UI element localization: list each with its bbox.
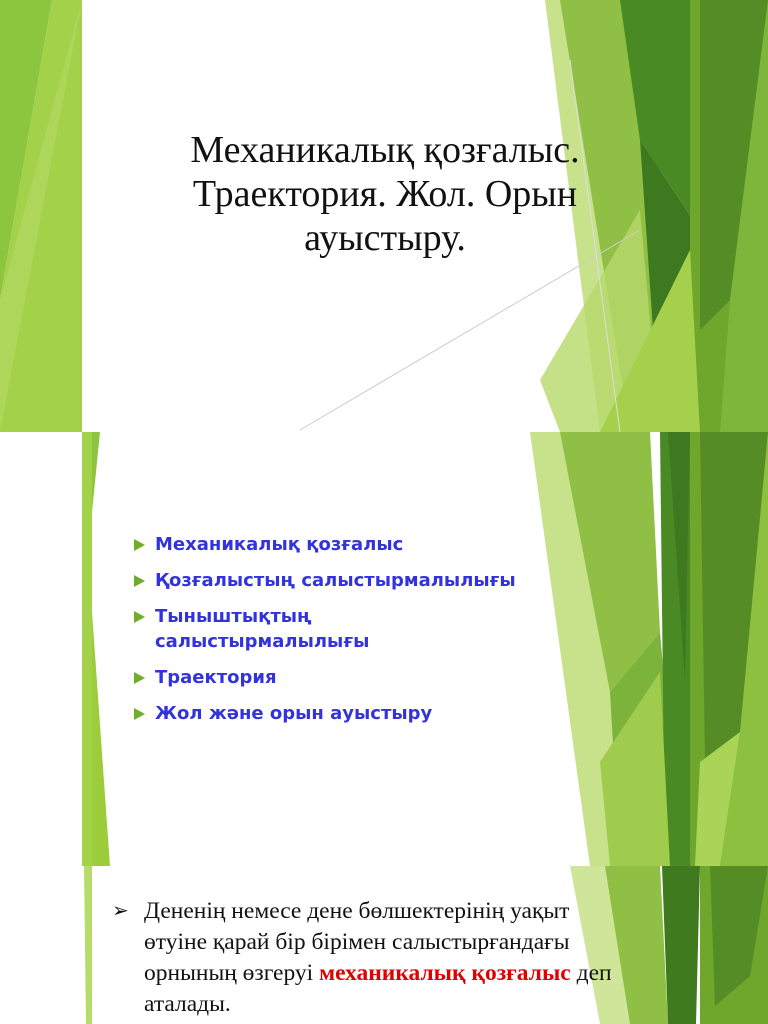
list-item-label: Тыныштықтың салыстырмалылығы	[155, 606, 370, 652]
definition-paragraph	[144, 896, 622, 1020]
list-item	[133, 604, 415, 654]
list-item-label: Механикалық қозғалыс	[155, 534, 404, 555]
list-item-label: Жол және орын ауыстыру	[155, 703, 433, 724]
triangle-arrow-icon	[134, 708, 145, 720]
list-item	[133, 701, 553, 726]
definition-highlight: механикалық қозғалыс	[319, 960, 571, 986]
list-item-label: Траектория	[155, 667, 277, 688]
list-item-label: Қозғалыстың салыстырмалылығы	[155, 570, 516, 591]
topic-list	[133, 532, 553, 737]
definition-text	[112, 896, 622, 1020]
slide-definition	[0, 866, 768, 1024]
triangle-arrow-icon	[134, 611, 145, 623]
list-item	[133, 568, 553, 593]
triangle-arrow-icon	[134, 575, 145, 587]
triangle-arrow-icon	[134, 672, 145, 684]
list-item	[133, 665, 553, 690]
slide-title-text	[150, 128, 620, 260]
triangle-arrow-icon	[134, 539, 145, 551]
slide-agenda	[0, 432, 768, 866]
list-item	[133, 532, 553, 557]
title-line-1: Механикалық қозғалыс.	[190, 129, 580, 171]
definition-text-before: Дененің немесе дене бөлшектерінің уақыт өтуіне қарай бір бірімен салыстырғандағы орнының өзгеруі	[144, 898, 570, 986]
slide-title	[0, 0, 768, 432]
arrowhead-bullet-icon: ➢	[112, 900, 129, 922]
title-line-2: Траектория. Жол. Орын	[192, 173, 578, 215]
title-line-3: ауыстыру.	[304, 217, 466, 259]
definition-text-after: деп аталады.	[144, 960, 612, 1017]
